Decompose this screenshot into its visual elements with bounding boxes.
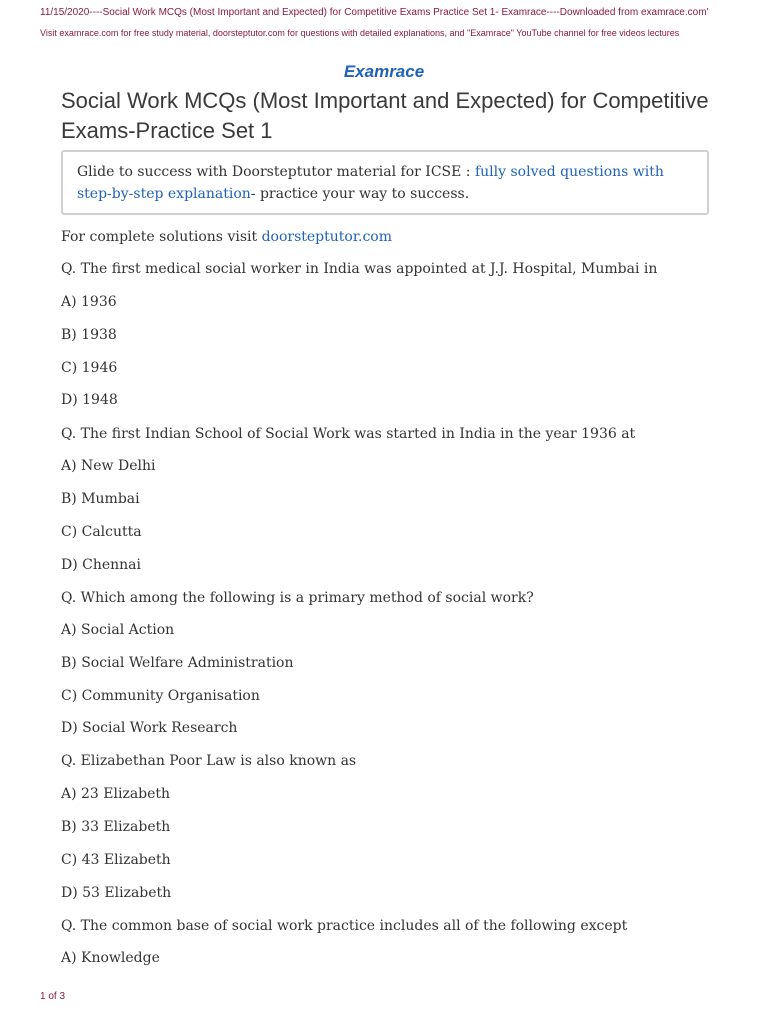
question-4: Q. Elizabethan Poor Law is also known as: [61, 753, 357, 769]
option-1b: B) 1938: [61, 327, 117, 343]
option-1a: A) 1936: [61, 294, 117, 310]
download-info-header: 11/15/2020----Social Work MCQs (Most Important and Expected) for Competitive Exams Practice Set 1- Examrace----Downloaded from examrace.com': [40, 7, 709, 18]
solutions-prefix: For complete solutions visit: [61, 229, 262, 245]
brand-logo-text[interactable]: Examrace: [343, 62, 425, 81]
visit-info-header: Visit examrace.com for free study material, doorsteptutor.com for questions with detailed explanations, and "Examrace" YouTube channel for free videos lectures: [40, 28, 680, 38]
option-1c: C) 1946: [61, 360, 118, 376]
question-1: Q. The first medical social worker in India was appointed at J.J. Hospital, Mumbai in: [61, 261, 658, 277]
option-5a: A) Knowledge: [61, 950, 160, 966]
promo-link[interactable]: fully solved questions with step-by-step explanation: [77, 164, 664, 202]
solutions-line: [61, 227, 392, 247]
option-2a: A) New Delhi: [61, 458, 156, 474]
promo-text-prefix: Glide to success with Doorsteptutor material for ICSE :: [77, 164, 475, 180]
option-3b: B) Social Welfare Administration: [61, 655, 294, 671]
promo-text-suffix: - practice your way to success.: [250, 186, 470, 202]
page-title: Social Work MCQs (Most Important and Expected) for Competitive Exams-Practice Set 1: [61, 88, 709, 143]
promo-box: [61, 150, 709, 215]
doorsteptutor-link[interactable]: doorsteptutor.com: [261, 229, 392, 245]
question-3: Q. Which among the following is a primary method of social work?: [61, 590, 534, 606]
option-3d: D) Social Work Research: [61, 720, 238, 736]
page-indicator: 1 of 3: [40, 991, 66, 1002]
option-4b: B) 33 Elizabeth: [61, 819, 171, 835]
question-5: Q. The common base of social work practice includes all of the following except: [61, 918, 628, 934]
option-4a: A) 23 Elizabeth: [61, 786, 171, 802]
option-3a: A) Social Action: [61, 622, 175, 638]
option-3c: C) Community Organisation: [61, 688, 260, 704]
option-4d: D) 53 Elizabeth: [61, 885, 172, 901]
option-4c: C) 43 Elizabeth: [61, 852, 171, 868]
option-1d: D) 1948: [61, 392, 118, 408]
question-2: Q. The first Indian School of Social Work was started in India in the year 1936 at: [61, 426, 636, 442]
option-2b: B) Mumbai: [61, 491, 140, 507]
option-2d: D) Chennai: [61, 557, 142, 573]
option-2c: C) Calcutta: [61, 524, 142, 540]
